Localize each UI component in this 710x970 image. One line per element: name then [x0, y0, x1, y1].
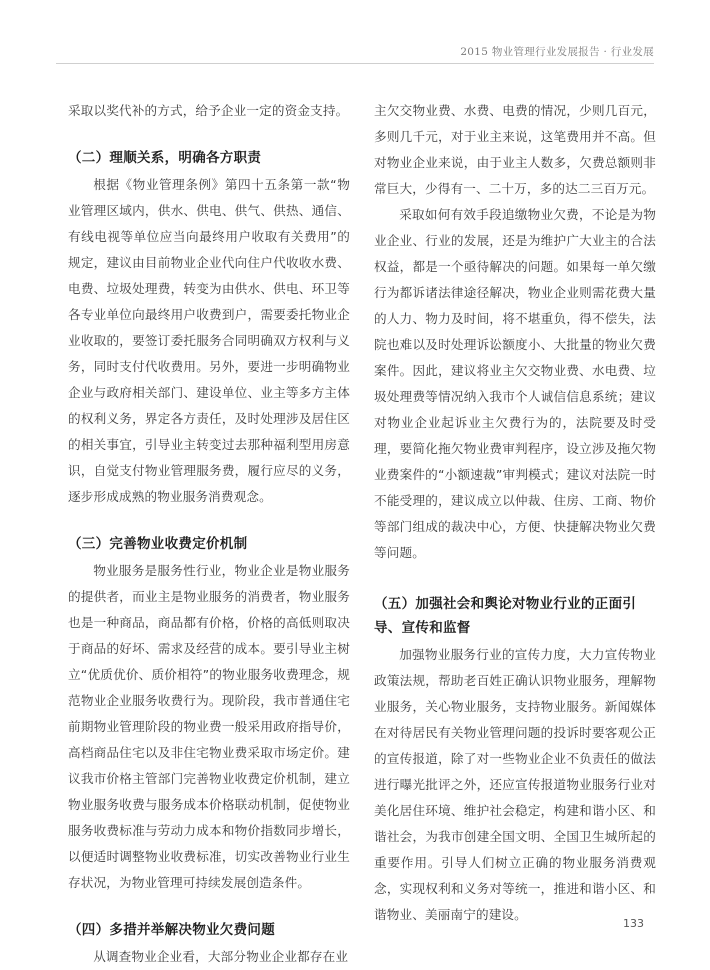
heading-section-3: （三）完善物业收费定价机制	[68, 536, 248, 552]
paragraph-section-5: 加强物业服务行业的宣传力度，大力宣传物业政策法规，帮助老百姓正确认识物业服务，理解物业服务，关心物业服务，支持物业服务。新闻媒体在对待居民有关物业管理问题的投诉时要客观公正的宣传报道，除了对一些物业企业不负责任的做法进行曝光批评之外，还应宣传报道物业服务行业对美化居住环境、维护社会稳定，构建和谐小区、和谐社会，为我市创建全国文明、全国卫生城所起的重要作用。引导人们树立正确的物业服务消费观念，实现权利和义务对等统一，推进和谐小区、和谐物业、美丽南宁的建设。	[374, 647, 656, 922]
heading-section-2: （二）理顺关系，明确各方职责	[68, 150, 262, 166]
right-column	[374, 98, 656, 928]
paragraph-section-2: 根据《物业管理条例》第四十五条第一款“物业管理区域内，供水、供电、供气、供热、通信、有线电视等单位应当向最终用户收取有关费用”的规定，建议由目前物业企业代向住户代收收水费、电费、垃圾处理费，转变为由供水、供电、环卫等各专业单位向最终用户收费到户，需要委托物业企业收取的，要签订委托服务合同明确双方权利与义务，同时支付代收费用。另外，要进一步明确物业企业与政府相关部门、建设单位、业主等多方主体的权利义务，界定各方责任，及时处理涉及居住区的相关事宜，引导业主转变过去那种福利型用房意识，自觉支付物业管理服务费，履行应尽的义务，逐步形成成熟的物业服务消费观念。	[68, 177, 350, 504]
paragraph-subsidy: 采取以奖代补的方式，给予企业一定的资金支持。	[68, 103, 349, 118]
paragraph-section-4-start: 从调查物业企业看，大部分物业企业都存在业	[93, 949, 349, 964]
page-number: 133	[623, 917, 644, 930]
paragraph-arrears-continued: 主欠交物业费、水费、电费的情况，少则几百元，多则几千元，对于业主来说，这笔费用并不高。但对物业企业来说，由于业主人数多，欠费总额则非常巨大，少得有一、二十万，多的达二三百万元。	[374, 103, 656, 196]
running-header: 2015 物业管理行业发展报告 · 行业发展	[460, 46, 654, 58]
paragraph-arrears-measures: 采取如何有效手段追缴物业欠费，不论是为物业企业、行业的发展，还是为维护广大业主的合法权益，都是一个亟待解决的问题。如果每一单欠缴行为都诉诸法律途径解决，物业企业则需花费大量的人力、物力及时间，将不堪重负，得不偿失，法院也难以及时处理诉讼额度小、大批量的物业欠费案件。因此，建议将业主欠交物业费、水电费、垃圾处理费等情况纳入我市个人诚信信息系统；建议对物业企业起诉业主欠费行为的，法院要及时受理，要简化拖欠物业费审判程序，设立涉及拖欠物业费案件的“小额速裁”审判模式；建议对法院一时不能受理的，建议成立以仲裁、住房、工商、物价等部门组成的裁决中心，方便、快捷解决物业欠费等问题。	[374, 207, 656, 560]
heading-section-4: （四）多措并举解决物业欠费问题	[68, 922, 275, 938]
left-column	[68, 98, 350, 970]
heading-section-5: （五）加强社会和舆论对物业行业的正面引导、宣传和监督	[374, 596, 637, 636]
paragraph-section-3: 物业服务是服务性行业，物业企业是物业服务的提供者，而业主是物业服务的消费者，物业服务也是一种商品，商品都有价格，价格的高低则取决于商品的好坏、需求及经营的成本。要引导业主树立“优质优价、质价相符”的物业服务收费理念，规范物业企业服务收费行为。现阶段，我市普通住宅前期物业管理阶段的物业费一般采用政府指导价，高档商品住宅以及非住宅物业费采取市场定价。建议我市价格主管部门完善物业收费定价机制，建立物业服务收费与服务成本价格联动机制，促使物业服务收费标准与劳动力成本和物价指数同步增长，以便适时调整物业收费标准，切实改善物业行业生存状况，为物业管理可持续发展创造条件。	[68, 563, 350, 890]
header-divider	[56, 63, 654, 64]
